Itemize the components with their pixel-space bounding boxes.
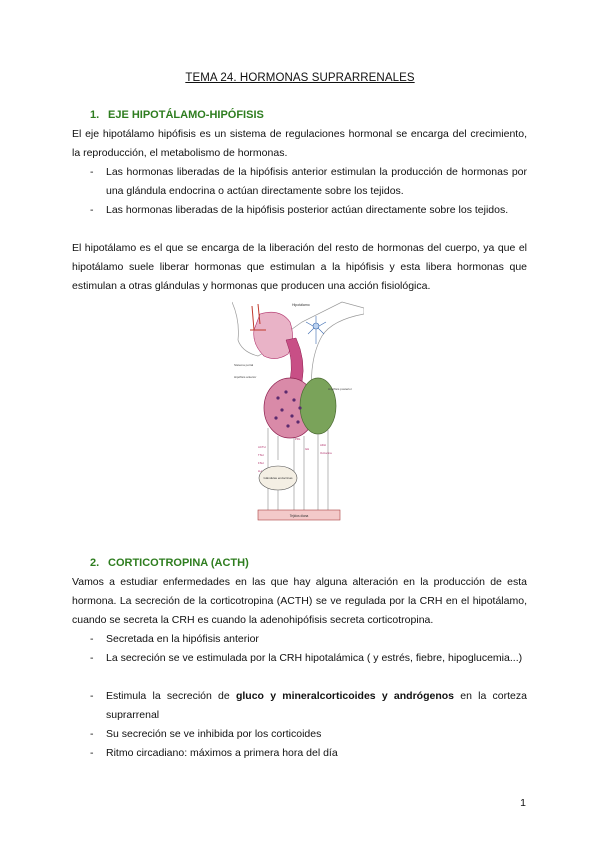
svg-text:GH: GH bbox=[305, 447, 310, 451]
svg-text:FSH: FSH bbox=[258, 461, 264, 465]
svg-text:PRL: PRL bbox=[295, 437, 301, 441]
section-1-intro: El eje hipotálamo hipófisis es un sistema de regulaciones hormonal se encarga del crecimiento, la reproducción, el metabolismo de hormonas. bbox=[72, 128, 527, 159]
section-2-bullet-5: - Ritmo circadiano: máximos a primera hora del día bbox=[90, 747, 338, 759]
label-portal: Sistema portal bbox=[234, 363, 254, 367]
neuron-icon bbox=[306, 316, 326, 344]
label-glands: Glándulas endocrinas bbox=[263, 476, 293, 480]
label-posterior: Hipófisis posterior bbox=[328, 387, 352, 391]
section-2-heading bbox=[90, 557, 249, 569]
label-anterior: Hipófisis anterior bbox=[234, 375, 257, 379]
section-1-closing: El hipotálamo es el que se encarga de la liberación del resto de hormonas del cuerpo, ya que el hipotálamo suele liberar hormonas que estimulan a la hipófisis y esta libera hormonas que estimulan a otras glándulas y hormonas que producen una acción fisiológica. bbox=[72, 242, 527, 292]
hypothalamus-pituitary-diagram bbox=[232, 300, 364, 528]
svg-text:ACTH: ACTH bbox=[258, 445, 266, 449]
section-1-bullet-1: - Las hormonas liberadas de la hipófisis anterior estimulan la producción de hormonas por una glándula endocrina o actúan directamente sobre los tejidos. bbox=[90, 166, 527, 197]
document-title: TEMA 24. HORMONAS SUPRARRENALES bbox=[185, 72, 415, 84]
svg-text:ADH: ADH bbox=[320, 443, 326, 447]
svg-text:LH: LH bbox=[258, 469, 262, 473]
section-2-bullet-1: - Secretada en la hipófisis anterior bbox=[90, 633, 259, 645]
section-2-bullet-3: - Estimula la secreción de gluco y mineralcorticoides y andrógenos en la corteza suprarrenal bbox=[90, 690, 527, 721]
section-2-title: CORTICOTROPINA (ACTH) bbox=[108, 557, 249, 569]
section-1-bullet-2: - Las hormonas liberadas de la hipófisis posterior actúan directamente sobre los tejidos. bbox=[90, 204, 509, 216]
section-1-title: EJE HIPOTÁLAMO-HIPÓFISIS bbox=[108, 109, 264, 121]
section-2-bullet-2: - La secreción se ve estimulada por la CRH hipotalámica ( y estrés, fiebre, hipoglucemia...) bbox=[90, 652, 523, 664]
page-number: 1 bbox=[520, 797, 526, 809]
section-2-intro: Vamos a estudiar enfermedades en las que hay alguna alteración en la producción de esta hormona. La secreción de la corticotropina (ACTH) se ve regulada por la CRH en el hipotálamo, cuando se secreta la CRH es cuando la adenohipófisis secreta corticotropina. bbox=[72, 576, 527, 626]
section-1-heading bbox=[90, 109, 264, 121]
svg-text:TSH: TSH bbox=[258, 453, 264, 457]
section-2-number: 2. bbox=[90, 557, 100, 569]
section-2-bullet-4: - Su secreción se ve inhibida por los corticoides bbox=[90, 728, 322, 740]
bold-corticoids: gluco y mineralcorticoides y andrógenos bbox=[235, 690, 455, 702]
label-tissues: Tejidos diana bbox=[289, 514, 309, 518]
section-1-number: 1. bbox=[90, 109, 100, 121]
svg-text:Oxitocina: Oxitocina bbox=[320, 451, 332, 455]
label-hypothalamus: Hipotálamo bbox=[292, 303, 310, 307]
pituitary-stalk bbox=[286, 338, 303, 382]
